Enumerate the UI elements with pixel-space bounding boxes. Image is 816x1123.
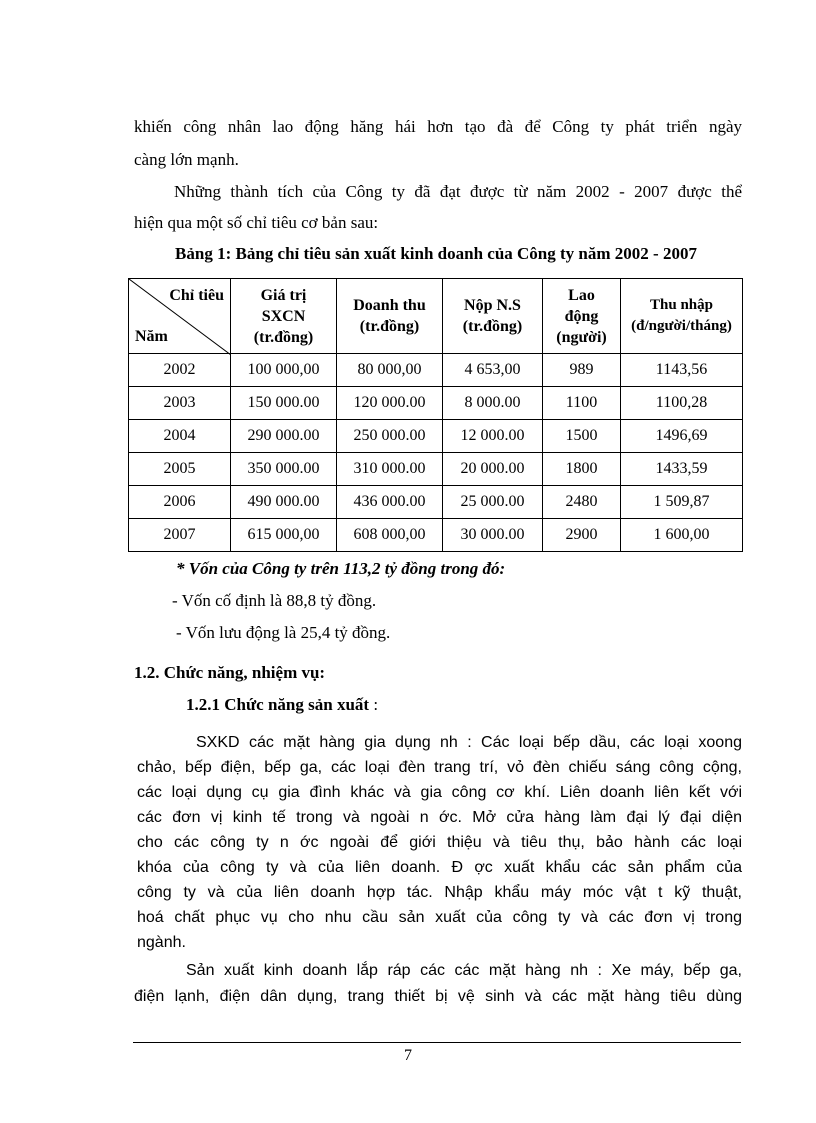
intro-line-2: càng lớn mạnh. (134, 150, 239, 169)
table-cell: 615 000,00 (231, 519, 337, 552)
table-cell: 1 600,00 (621, 519, 743, 552)
table-cell: 989 (543, 354, 621, 387)
table-cell: 30 000.00 (443, 519, 543, 552)
table-cell: 250 000.00 (337, 420, 443, 453)
table-row (129, 387, 743, 420)
table-row (129, 519, 743, 552)
para1-line-3: các loại dụng cụ gia đình khác và gia công cơ khí. Liên doanh liên kết với (137, 784, 742, 801)
table-cell: 25 000.00 (443, 486, 543, 519)
capital-fixed: - Vốn cố định là 88,8 tỷ đồng. (172, 591, 377, 610)
table-cell: 290 000.00 (231, 420, 337, 453)
table-cell: 1 509,87 (621, 486, 743, 519)
table-cell: 310 000.00 (337, 453, 443, 486)
capital-working: - Vốn lưu động là 25,4 tỷ đồng. (176, 623, 391, 642)
para1-line-5: cho các công ty n ớc ngoài để giới thiệu và tiêu thụ, bảo hành các loại (137, 834, 742, 851)
para2-line-2: điện lạnh, điện dân dụng, trang thiết bị vệ sinh và các mặt hàng tiêu dùng (134, 988, 742, 1005)
table-row (129, 420, 743, 453)
table-cell: 2480 (543, 486, 621, 519)
para1-line-2: chảo, bếp điện, bếp ga, các loại đèn trang trí, vỏ đèn chiếu sáng công cộng, (137, 759, 742, 776)
para1-line-4: các đơn vị kinh tế trong và ngoài n ớc. Mở cửa hàng làm đại lý đại diện (137, 809, 742, 826)
table-row (129, 453, 743, 486)
table-cell: 100 000,00 (231, 354, 337, 387)
table-cell: 1500 (543, 420, 621, 453)
section-title: 1.2. Chức năng, nhiệm vụ: (134, 663, 326, 682)
corner-top-label: Chỉ tiêu (169, 287, 224, 304)
corner-bottom-label: Năm (135, 328, 168, 345)
table-cell: 120 000.00 (337, 387, 443, 420)
para2-line-1: Sản xuất kinh doanh lắp ráp các các mặt hàng nh : Xe máy, bếp ga, (186, 962, 742, 979)
para1-line-1: SXKD các mặt hàng gia dụng nh : Các loại bếp dầu, các loại xoong (196, 734, 742, 751)
table-cell: 436 000.00 (337, 486, 443, 519)
table-cell: 1100,28 (621, 387, 743, 420)
table-cell: 1100 (543, 387, 621, 420)
table-cell: 4 653,00 (443, 354, 543, 387)
para1-line-8: hoá chất phục vụ cho nhu cầu sản xuất của công ty và các đơn vị trong (137, 909, 742, 926)
table-cell: 2900 (543, 519, 621, 552)
table-cell: 2003 (129, 387, 231, 420)
table-cell: 20 000.00 (443, 453, 543, 486)
header-cell: Thu nhập (đ/người/tháng) (621, 279, 743, 354)
table-cell: 80 000,00 (337, 354, 443, 387)
table-row (129, 486, 743, 519)
table-cell: 2005 (129, 453, 231, 486)
table-cell: 8 000.00 (443, 387, 543, 420)
table-cell: 2002 (129, 354, 231, 387)
section-subtitle (186, 694, 378, 716)
table-caption: Bảng 1: Bảng chỉ tiêu sản xuất kinh doanh của Công ty năm 2002 - 2007 (175, 244, 697, 263)
table-cell: 1496,69 (621, 420, 743, 453)
para1-line-6: khóa của công ty và của liên doanh. Đ ợc xuất khẩu các sản phẩm của (137, 859, 742, 876)
table-cell: 608 000,00 (337, 519, 443, 552)
production-stats-table (128, 278, 743, 552)
para1-line-9: ngành. (137, 934, 186, 951)
header-cell: Doanh thu (tr.đồng) (337, 279, 443, 354)
para1-line-7: công ty và của liên doanh hợp tác. Nhập khẩu máy móc vật t kỹ thuật, (137, 884, 742, 901)
header-cell: Lao động (người) (543, 279, 621, 354)
page-number: 7 (404, 1047, 412, 1064)
corner-header-cell (129, 279, 231, 354)
intro-line-3: Những thành tích của Công ty đã đạt được từ năm 2002 - 2007 được thể (174, 182, 742, 201)
table-cell: 1800 (543, 453, 621, 486)
intro-line-1: khiến công nhân lao động hăng hái hơn tạo đà để Công ty phát triển ngày (134, 117, 742, 136)
header-cell: Giá trị SXCN (tr.đồng) (231, 279, 337, 354)
table-header-row (129, 279, 743, 354)
table-cell: 150 000.00 (231, 387, 337, 420)
footer-divider (133, 1042, 741, 1043)
table-cell: 1143,56 (621, 354, 743, 387)
capital-heading: * Vốn của Công ty trên 113,2 tỷ đồng trong đó: (176, 559, 506, 578)
table-cell: 2006 (129, 486, 231, 519)
header-cell: Nộp N.S (tr.đồng) (443, 279, 543, 354)
table-cell: 490 000.00 (231, 486, 337, 519)
subtitle-rest: : (369, 695, 379, 714)
table-cell: 12 000.00 (443, 420, 543, 453)
table-row (129, 354, 743, 387)
table-cell: 2004 (129, 420, 231, 453)
table-cell: 350 000.00 (231, 453, 337, 486)
intro-line-4: hiện qua một số chỉ tiêu cơ bản sau: (134, 213, 379, 232)
table-cell: 1433,59 (621, 453, 743, 486)
subtitle-bold: 1.2.1 Chức năng sản xuất (186, 695, 370, 714)
table-cell: 2007 (129, 519, 231, 552)
